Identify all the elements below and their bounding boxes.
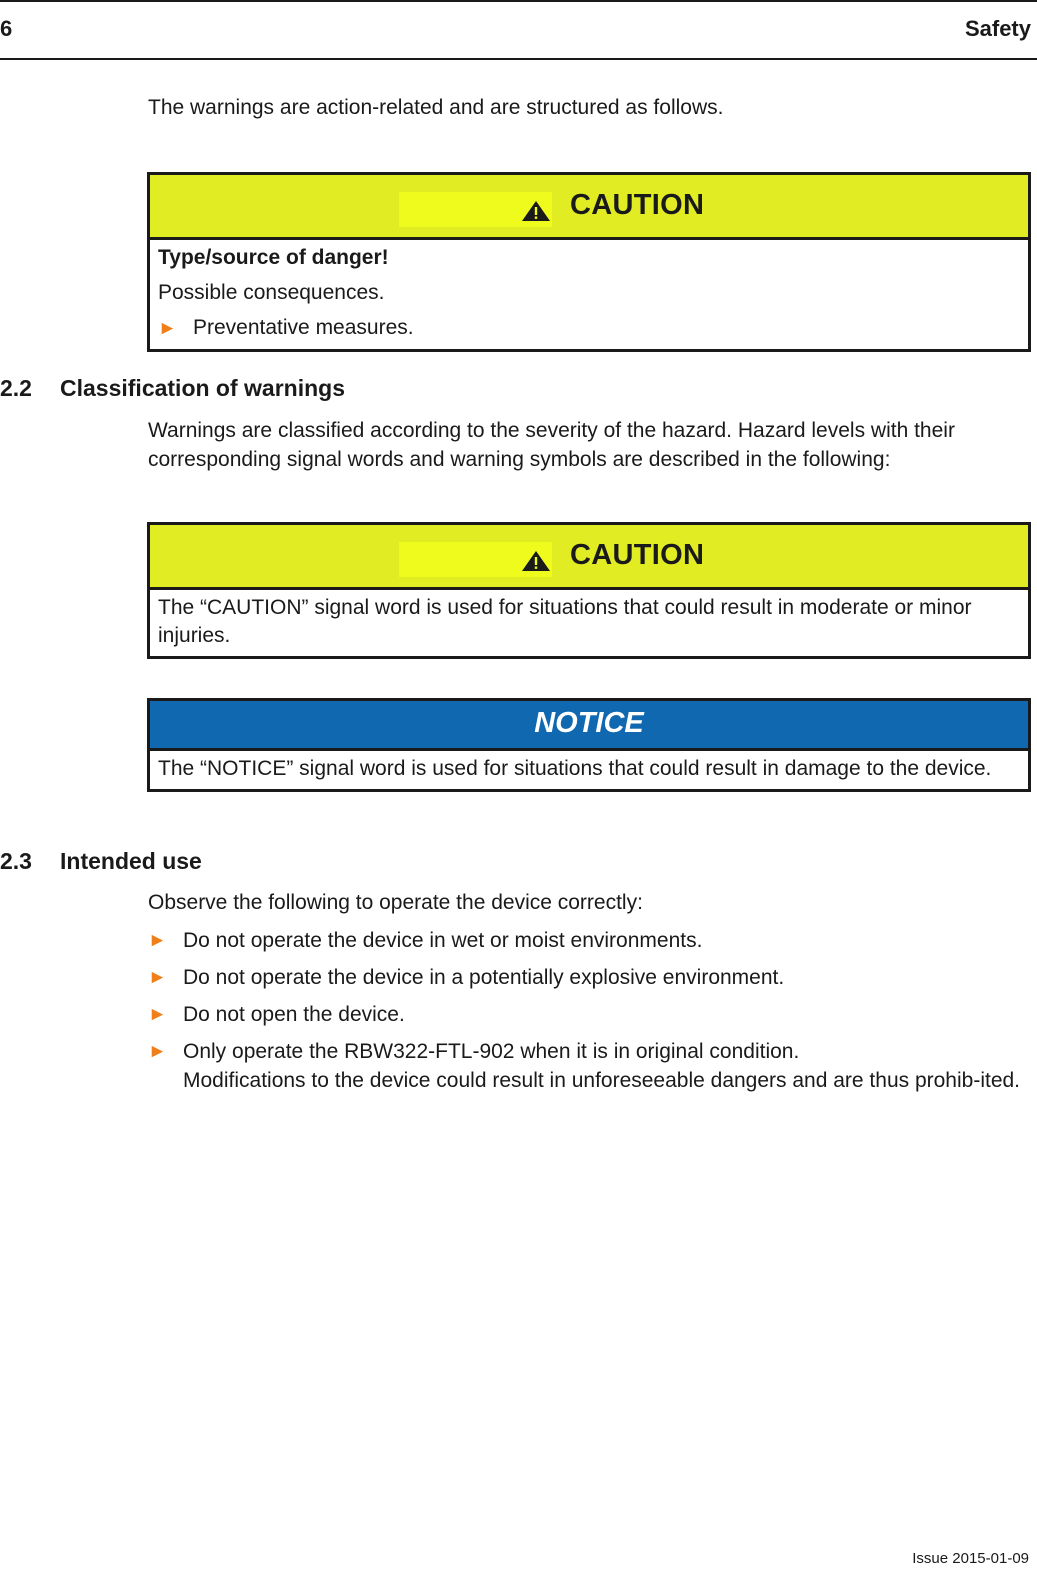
signal-word: CAUTION [570, 189, 705, 221]
section-number: 2.2 [0, 375, 32, 401]
arrow-right-icon: ► [148, 1041, 167, 1062]
list-item [148, 1037, 1033, 1095]
header-rule-top [0, 0, 1037, 2]
caution-header [150, 525, 1028, 590]
intended-use-intro: Observe the following to operate the device correctly: [148, 891, 643, 914]
signal-word: NOTICE [534, 707, 644, 739]
warning-triangle-icon [521, 550, 551, 572]
caution-description: The “CAUTION” signal word is used for situations that could result in moderate or minor injuries. [158, 596, 972, 647]
warning-triangle-icon [521, 200, 551, 222]
arrow-right-icon: ► [148, 930, 167, 951]
section-title: Safety [964, 16, 1031, 41]
intended-use-list [148, 926, 1033, 1103]
notice-body [150, 751, 1028, 789]
caution-header [150, 175, 1028, 240]
list-item-text: Do not open the device. [183, 1003, 405, 1026]
header-rule-bottom [0, 58, 1037, 60]
list-item-text: Do not operate the device in a potentially explosive environment. [183, 966, 785, 989]
arrow-right-icon: ► [158, 318, 177, 339]
danger-type: Type/source of danger! [158, 246, 389, 269]
arrow-right-icon: ► [148, 967, 167, 988]
consequences: Possible consequences. [158, 281, 385, 304]
notice-box [147, 698, 1031, 792]
issue-date: Issue 2015-01-09 [912, 1550, 1029, 1567]
list-item-text: Only operate the RBW322-FTL-902 when it is in original condition. [183, 1040, 800, 1063]
intro-text: The warnings are action-related and are structured as follows. [148, 96, 724, 119]
section-heading-text: Classification of warnings [60, 375, 345, 401]
notice-description: The “NOTICE” signal word is used for situations that could result in damage to the device. [158, 757, 992, 780]
page-number: 6 [0, 16, 13, 41]
section-heading-text: Intended use [60, 848, 202, 874]
section-number: 2.3 [0, 848, 32, 874]
classification-text: Warnings are classified according to the severity of the hazard. Hazard levels with their corresponding signal words and warning symbols are described in the following: [148, 419, 955, 471]
measure-line [158, 314, 1020, 343]
list-item-text: Do not operate the device in wet or moist environments. [183, 929, 703, 952]
list-item-note: Modifications to the device could result in unforeseeable dangers and are thus prohib-ited. [183, 1069, 1021, 1092]
section-heading-2-2 [0, 375, 345, 402]
measure-text: Preventative measures. [193, 316, 414, 339]
list-item [148, 926, 1033, 955]
warning-body [150, 240, 1028, 349]
warning-example-box [147, 172, 1031, 352]
notice-header [150, 701, 1028, 751]
signal-word: CAUTION [570, 539, 705, 571]
list-item [148, 963, 1033, 992]
section-heading-2-3 [0, 848, 202, 875]
caution-box [147, 522, 1031, 659]
caution-body [150, 590, 1028, 656]
list-item [148, 1000, 1033, 1029]
arrow-right-icon: ► [148, 1004, 167, 1025]
